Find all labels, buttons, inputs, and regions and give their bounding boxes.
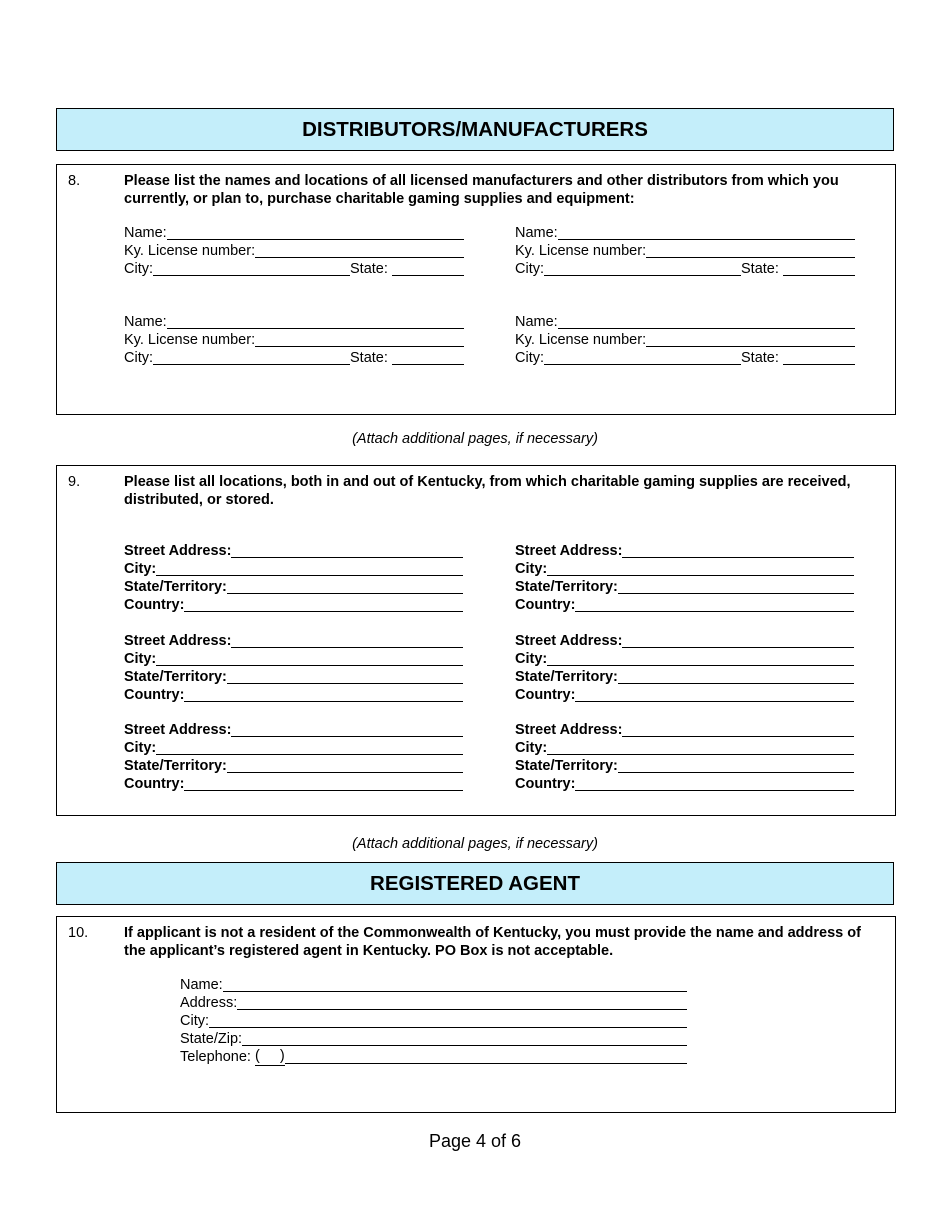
q8-entry-2-license-line[interactable] [646,243,855,258]
question-10-text: If applicant is not a resident of the Commonwealth of Kentucky, you must provide the name and address of the applicant’s registered agent in Kentucky. PO Box is not acceptable. [124,925,861,959]
q9-location-3-state-field[interactable] [124,668,463,686]
q9-location-5-street-field[interactable] [124,721,463,739]
q8-entry-2-city-state-row [515,260,855,278]
section-title-registered-agent: REGISTERED AGENT [56,862,894,905]
q8-entry-4-name-line[interactable] [558,314,855,329]
q8-entry-1-name-field[interactable] [124,224,464,242]
q9-location-6-state-field[interactable] [515,757,854,775]
q9-location-5-city-line[interactable] [156,740,463,755]
q8-entry-4-city-state-row [515,349,855,367]
question-8-box [56,164,896,415]
q8-entry-3-name-line[interactable] [167,314,464,329]
q9-location-2-country-field[interactable] [515,596,854,614]
attach-note-8: (Attach additional pages, if necessary) [352,431,598,447]
agent-address-label: Address: [180,995,238,1011]
q9-location-4-city-label: City: [515,651,548,667]
q8-entry-1-name-line[interactable] [167,225,464,240]
q9-location-5-street-label: Street Address: [124,722,232,738]
q8-entry-3-license-label: Ky. License number: [124,332,256,348]
q9-location-3-country-label: Country: [124,687,185,703]
agent-statezip-field[interactable] [180,1030,687,1048]
question-9-number: 9. [68,474,81,490]
agent-city-line[interactable] [209,1013,687,1028]
section-title-distributors: DISTRIBUTORS/MANUFACTURERS [56,108,894,151]
q9-location-1-state-label: State/Territory: [124,579,227,595]
q9-location-1-country-label: Country: [124,597,185,613]
q8-entry-2-state-line[interactable] [783,261,855,276]
q9-location-3-country-line[interactable] [184,687,463,702]
q9-location-3-country-field[interactable] [124,686,463,704]
q9-location-2-street-label: Street Address: [515,543,623,559]
q9-location-6-street-line[interactable] [622,722,854,737]
q9-location-5-country-line[interactable] [184,776,463,791]
q9-location-2-state-field[interactable] [515,578,854,596]
q9-location-1-street-line[interactable] [231,543,463,558]
q9-location-5-city-field[interactable] [124,739,463,757]
q8-entry-2-name-line[interactable] [558,225,855,240]
q9-location-4-country-line[interactable] [575,687,854,702]
q8-entry-4-state-line[interactable] [783,350,855,365]
q9-location-2-city-field[interactable] [515,560,854,578]
q8-entry-4-license-line[interactable] [646,332,855,347]
q8-entry-3-state-label: State: [350,350,388,366]
q9-location-3-street-field[interactable] [124,632,463,650]
q9-location-1-street-field[interactable] [124,542,463,560]
q8-entry-3-city-label: City: [124,350,153,366]
agent-area-code[interactable]: ( ) [254,1048,285,1064]
q9-location-3-state-label: State/Territory: [124,669,227,685]
q9-location-1-state-field[interactable] [124,578,463,596]
agent-statezip-line[interactable] [242,1031,687,1046]
q9-location-4-city-field[interactable] [515,650,854,668]
q9-location-6-country-line[interactable] [575,776,854,791]
q9-location-6-street-label: Street Address: [515,722,623,738]
q9-location-5-country-field[interactable] [124,775,463,793]
q8-entry-1-city-line[interactable] [153,261,350,276]
q9-location-6-country-label: Country: [515,776,576,792]
q9-location-6-country-field[interactable] [515,775,854,793]
q9-location-1-city-line[interactable] [156,561,463,576]
q8-entry-1-name-label: Name: [124,225,167,241]
q8-entry-2-license-field[interactable] [515,242,855,260]
q8-entry-4-license-label: Ky. License number: [515,332,647,348]
q9-location-5-state-line[interactable] [227,758,463,773]
q9-location-4-state-field[interactable] [515,668,854,686]
q8-entry-3-name-label: Name: [124,314,167,330]
q8-entry-4-city-label: City: [515,350,544,366]
q9-location-4-state-line[interactable] [618,669,854,684]
q8-entry-2-name-label: Name: [515,225,558,241]
q9-location-3-city-field[interactable] [124,650,463,668]
q9-location-2-city-line[interactable] [547,561,854,576]
q8-entry-3-city-state-row [124,349,464,367]
agent-telephone-field[interactable] [180,1048,687,1066]
q9-location-4-street-line[interactable] [622,633,854,648]
q9-location-2-country-line[interactable] [575,597,854,612]
q9-location-1-street-label: Street Address: [124,543,232,559]
q9-location-5-state-field[interactable] [124,757,463,775]
q8-entry-4-city-line[interactable] [544,350,741,365]
q9-location-4-state-label: State/Territory: [515,669,618,685]
q9-location-1-country-line[interactable] [184,597,463,612]
q9-location-1-country-field[interactable] [124,596,463,614]
agent-telephone-label: Telephone: [180,1049,251,1065]
q9-location-2-country-label: Country: [515,597,576,613]
q8-entry-4-license-field[interactable] [515,331,855,349]
q9-location-1-city-label: City: [124,561,157,577]
q8-entry-1-state-line[interactable] [392,261,464,276]
agent-statezip-label: State/Zip: [180,1031,243,1047]
q8-entry-3-city-line[interactable] [153,350,350,365]
agent-telephone-line[interactable] [285,1049,687,1064]
q9-location-3-street-line[interactable] [231,633,463,648]
q9-location-5-country-label: Country: [124,776,185,792]
q8-entry-3-license-field[interactable] [124,331,464,349]
q9-location-3-city-line[interactable] [156,651,463,666]
q9-location-4-street-label: Street Address: [515,633,623,649]
q9-location-6-state-label: State/Territory: [515,758,618,774]
q9-location-3-city-label: City: [124,651,157,667]
q9-location-4-country-field[interactable] [515,686,854,704]
q9-location-6-state-line[interactable] [618,758,854,773]
q8-entry-4-name-label: Name: [515,314,558,330]
q9-location-6-city-line[interactable] [547,740,854,755]
agent-name-field[interactable] [180,976,687,994]
q8-entry-1-city-state-row [124,260,464,278]
question-10-number: 10. [68,925,89,941]
q8-entry-2-name-field[interactable] [515,224,855,242]
q8-entry-4-name-field[interactable] [515,313,855,331]
q8-entry-2-license-label: Ky. License number: [515,243,647,259]
agent-address-line[interactable] [237,995,687,1010]
q9-location-4-city-line[interactable] [547,651,854,666]
q9-location-6-city-label: City: [515,740,548,756]
q8-entry-1-license-label: Ky. License number: [124,243,256,259]
question-8-number: 8. [68,173,81,189]
q9-location-5-street-line[interactable] [231,722,463,737]
q9-location-3-state-line[interactable] [227,669,463,684]
q9-location-5-state-label: State/Territory: [124,758,227,774]
q9-location-2-state-label: State/Territory: [515,579,618,595]
q9-location-2-street-line[interactable] [622,543,854,558]
agent-city-field[interactable] [180,1012,687,1030]
q9-location-2-city-label: City: [515,561,548,577]
page-number: Page 4 of 6 [428,1131,522,1151]
q8-entry-4-state-label: State: [741,350,779,366]
agent-name-label: Name: [180,977,223,993]
q9-location-3-street-label: Street Address: [124,633,232,649]
agent-address-field[interactable] [180,994,687,1012]
question-8-text: Please list the names and locations of all licensed manufacturers and other distributors from which you currently, or plan to, purchase charitable gaming supplies and equipment: [124,173,839,207]
q8-entry-2-state-label: State: [741,261,779,277]
attach-note-9: (Attach additional pages, if necessary) [352,836,598,852]
q9-location-6-street-field[interactable] [515,721,854,739]
q8-entry-3-state-line[interactable] [392,350,464,365]
q9-location-1-state-line[interactable] [227,579,463,594]
q8-entry-2-city-label: City: [515,261,544,277]
q8-entry-1-license-field[interactable] [124,242,464,260]
q8-entry-3-license-line[interactable] [255,332,464,347]
q8-entry-2-city-line[interactable] [544,261,741,276]
q9-location-2-state-line[interactable] [618,579,854,594]
q8-entry-1-license-line[interactable] [255,243,464,258]
q9-location-5-city-label: City: [124,740,157,756]
q8-entry-3-name-field[interactable] [124,313,464,331]
q9-location-6-city-field[interactable] [515,739,854,757]
agent-city-label: City: [180,1013,209,1029]
q9-location-4-country-label: Country: [515,687,576,703]
q9-location-4-street-field[interactable] [515,632,854,650]
q8-entry-1-city-label: City: [124,261,153,277]
q9-location-1-city-field[interactable] [124,560,463,578]
q8-entry-1-state-label: State: [350,261,388,277]
q9-location-2-street-field[interactable] [515,542,854,560]
agent-name-line[interactable] [223,977,687,992]
question-9-text: Please list all locations, both in and out of Kentucky, from which charitable gaming supplies are received, distributed, or stored. [124,474,851,508]
